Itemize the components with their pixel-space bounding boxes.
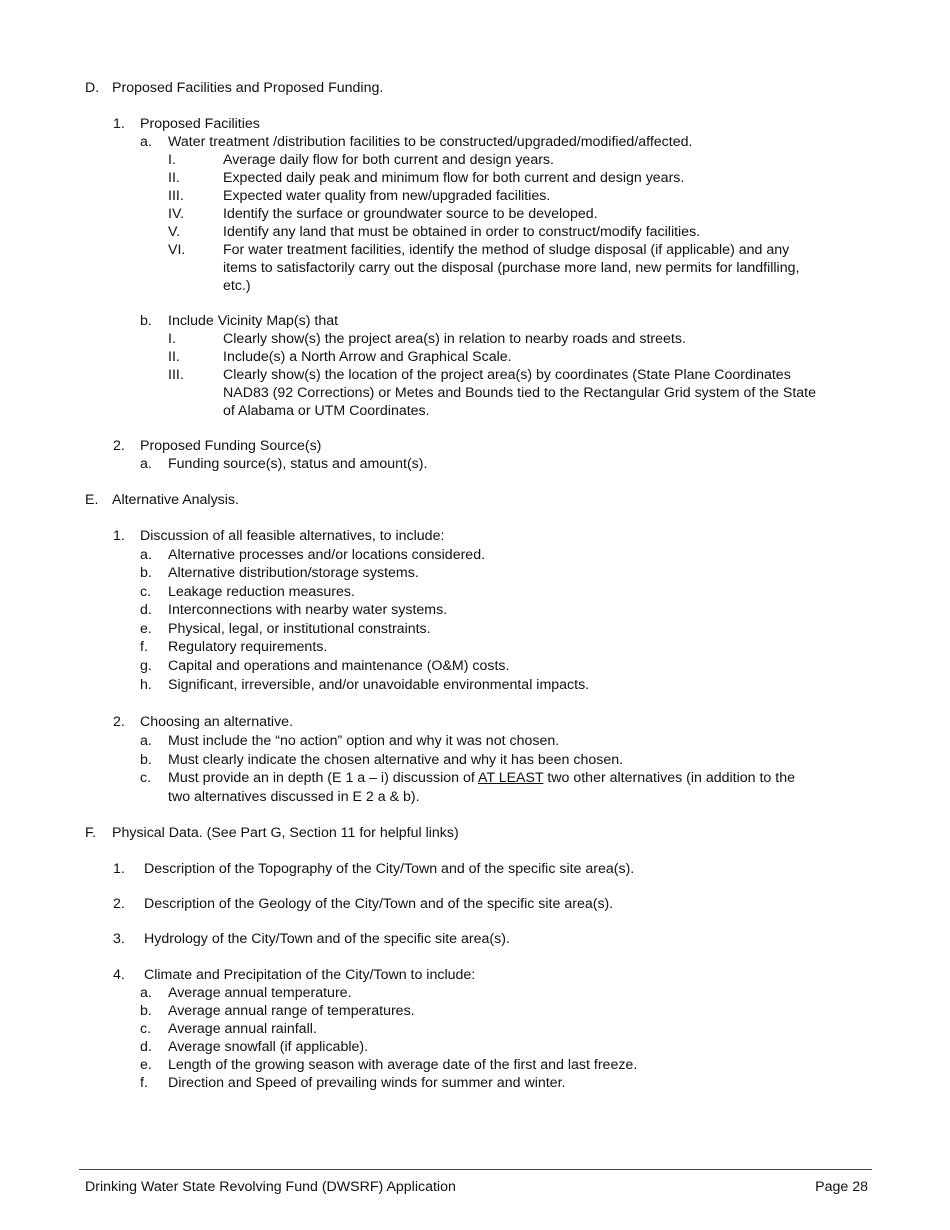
- e1-item-text: Alternative processes and/or locations considered.: [168, 547, 486, 563]
- d2-number: 2.: [113, 438, 125, 454]
- d1a-roman-text: For water treatment facilities, identify the method of sludge disposal (if applicable) and any: [223, 242, 790, 258]
- d1b-roman-num: III.: [168, 367, 184, 383]
- d1a-roman-text: Identify the surface or groundwater source to be developed.: [223, 206, 598, 222]
- e1-item-letter: d.: [140, 602, 152, 618]
- d1a-roman-num: V.: [168, 224, 181, 240]
- e2c-text-line2: two alternatives discussed in E 2 a & b).: [168, 789, 420, 805]
- e2c-text: [168, 769, 795, 787]
- f-item-text: Hydrology of the City/Town and of the specific site area(s).: [144, 931, 510, 947]
- e1-item-letter: c.: [140, 584, 152, 600]
- section-d-title: Proposed Facilities and Proposed Funding.: [112, 80, 384, 96]
- f4-item-letter: c.: [140, 1021, 152, 1037]
- f-item-number: 3.: [113, 931, 125, 947]
- section-f-title: Physical Data. (See Part G, Section 11 for helpful links): [112, 825, 459, 841]
- e1-item-text: Regulatory requirements.: [168, 639, 328, 655]
- e1-item-text: Leakage reduction measures.: [168, 584, 355, 600]
- d1a-roman-num: II.: [168, 170, 180, 186]
- d1a-roman-num: IV.: [168, 206, 185, 222]
- d1a-roman-text: etc.): [223, 278, 251, 294]
- e2c-text-post: two other alternatives (in addition to the: [543, 770, 795, 786]
- e1-number: 1.: [113, 528, 125, 544]
- d1a-roman-text: Expected daily peak and minimum flow for both current and design years.: [223, 170, 685, 186]
- d1a-roman-text: items to satisfactorily carry out the disposal (purchase more land, new permits for landfilling,: [223, 260, 800, 276]
- f-item-number: 1.: [113, 861, 125, 877]
- f-item-number: 4.: [113, 967, 125, 983]
- e1-item-text: Capital and operations and maintenance (O&M) costs.: [168, 658, 510, 674]
- f4-item-text: Average snowfall (if applicable).: [168, 1039, 369, 1055]
- e2-title: Choosing an alternative.: [140, 714, 294, 730]
- e1-item-letter: f.: [140, 639, 148, 655]
- f4-item-letter: d.: [140, 1039, 152, 1055]
- d1b-roman-text: of Alabama or UTM Coordinates.: [223, 403, 430, 419]
- d1-title: Proposed Facilities: [140, 116, 260, 132]
- e2a-letter: a.: [140, 733, 152, 749]
- e1-item-letter: b.: [140, 565, 152, 581]
- f-item-text: Description of the Geology of the City/Town and of the specific site area(s).: [144, 896, 614, 912]
- footer-page-number: Page 28: [815, 1179, 868, 1195]
- d1b-text: Include Vicinity Map(s) that: [168, 313, 339, 329]
- e2c-letter: c.: [140, 770, 152, 786]
- f4-item-letter: a.: [140, 985, 152, 1001]
- e1-item-text: Significant, irreversible, and/or unavoidable environmental impacts.: [168, 677, 590, 693]
- d1a-roman-text: Average daily flow for both current and design years.: [223, 152, 554, 168]
- d2-title: Proposed Funding Source(s): [140, 438, 322, 454]
- e2c-emphasis: AT LEAST: [477, 770, 544, 786]
- d1a-roman-num: III.: [168, 188, 184, 204]
- d1a-roman-text: Expected water quality from new/upgraded facilities.: [223, 188, 551, 204]
- f-item-text: Climate and Precipitation of the City/Town to include:: [144, 967, 476, 983]
- e2b-text: Must clearly indicate the chosen alternative and why it has been chosen.: [168, 752, 624, 768]
- d1b-letter: b.: [140, 313, 152, 329]
- e2-number: 2.: [113, 714, 125, 730]
- e2c-text-pre: Must provide an in depth (E 1 a – i) discussion of: [168, 770, 478, 786]
- d1b-roman-text: Include(s) a North Arrow and Graphical Scale.: [223, 349, 512, 365]
- d1a-letter: a.: [140, 134, 152, 150]
- footer-title: Drinking Water State Revolving Fund (DWSRF) Application: [85, 1179, 456, 1195]
- f4-item-text: Direction and Speed of prevailing winds for summer and winter.: [168, 1075, 566, 1091]
- e1-item-letter: a.: [140, 547, 152, 563]
- d1a-roman-text: Identify any land that must be obtained in order to construct/modify facilities.: [223, 224, 701, 240]
- d1-number: 1.: [113, 116, 125, 132]
- f4-item-text: Average annual temperature.: [168, 985, 352, 1001]
- e2a-text: Must include the “no action” option and why it was not chosen.: [168, 733, 560, 749]
- d1a-roman-num: VI.: [168, 242, 186, 258]
- f4-item-letter: e.: [140, 1057, 152, 1073]
- section-f-label: F.: [85, 825, 97, 841]
- d1a-text: Water treatment /distribution facilities to be constructed/upgraded/modified/affected.: [168, 134, 693, 150]
- e1-title: Discussion of all feasible alternatives, to include:: [140, 528, 445, 544]
- section-e-label: E.: [85, 492, 99, 508]
- d1b-roman-num: I.: [168, 331, 176, 347]
- e2b-letter: b.: [140, 752, 152, 768]
- e1-item-text: Physical, legal, or institutional constraints.: [168, 621, 431, 637]
- section-e-title: Alternative Analysis.: [112, 492, 239, 508]
- d1b-roman-text: Clearly show(s) the project area(s) in relation to nearby roads and streets.: [223, 331, 686, 347]
- f4-item-letter: b.: [140, 1003, 152, 1019]
- d1b-roman-text: NAD83 (92 Corrections) or Metes and Bounds tied to the Rectangular Grid system of the State: [223, 385, 817, 401]
- e1-item-letter: e.: [140, 621, 152, 637]
- f-item-text: Description of the Topography of the City/Town and of the specific site area(s).: [144, 861, 635, 877]
- e1-item-text: Interconnections with nearby water systems.: [168, 602, 448, 618]
- e1-item-text: Alternative distribution/storage systems.: [168, 565, 419, 581]
- d2a-letter: a.: [140, 456, 152, 472]
- e1-item-letter: h.: [140, 677, 152, 693]
- f4-item-text: Average annual rainfall.: [168, 1021, 317, 1037]
- f4-item-letter: f.: [140, 1075, 148, 1091]
- d1b-roman-text: Clearly show(s) the location of the project area(s) by coordinates (State Plane Coordinates: [223, 367, 791, 383]
- d1b-roman-num: II.: [168, 349, 180, 365]
- d1a-roman-num: I.: [168, 152, 176, 168]
- f4-item-text: Average annual range of temperatures.: [168, 1003, 415, 1019]
- section-d-label: D.: [85, 80, 100, 96]
- f-item-number: 2.: [113, 896, 125, 912]
- f4-item-text: Length of the growing season with average date of the first and last freeze.: [168, 1057, 638, 1073]
- e1-item-letter: g.: [140, 658, 152, 674]
- footer-rule: [79, 1169, 872, 1170]
- d2a-text: Funding source(s), status and amount(s).: [168, 456, 428, 472]
